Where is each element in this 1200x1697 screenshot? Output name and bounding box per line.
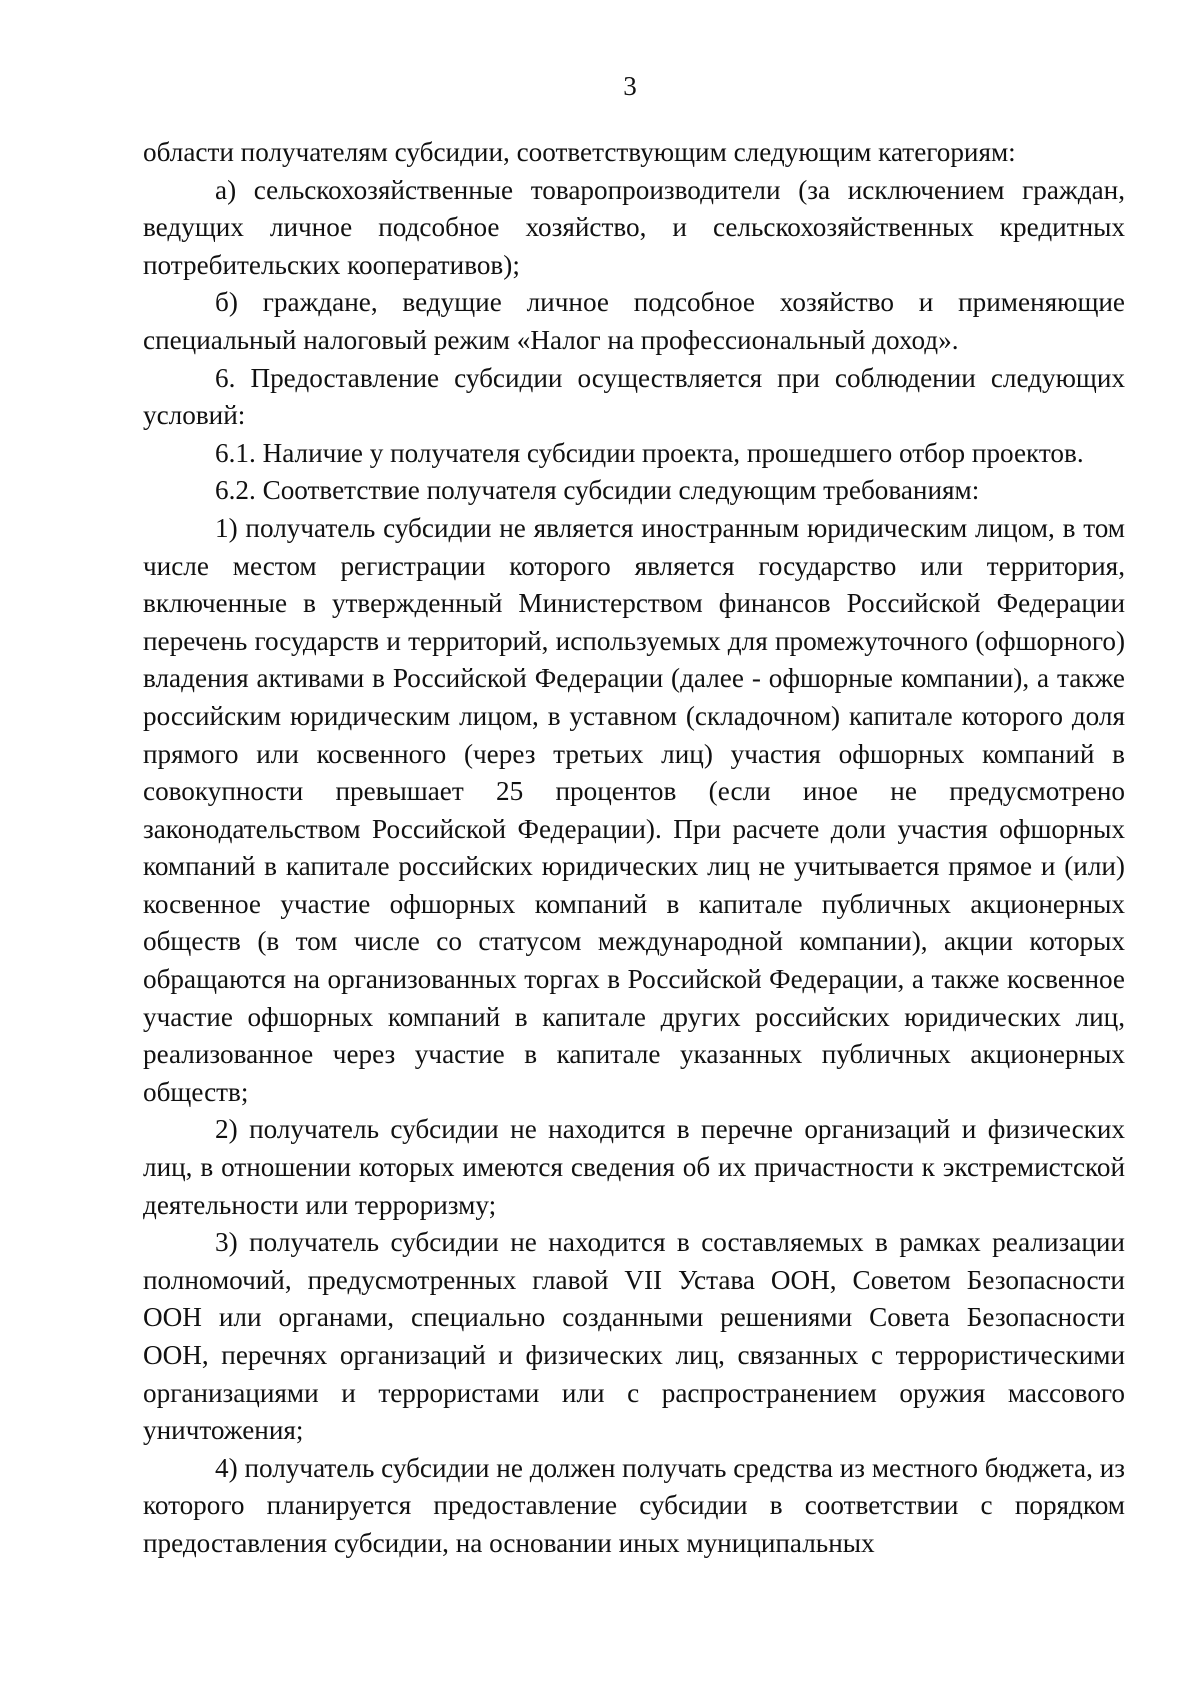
- paragraph-clause-6: 6. Предоставление субсидии осуществляется при соблюдении следующих условий:: [143, 362, 1125, 431]
- paragraph-clause-6-2: 6.2. Соответствие получателя субсидии следующим требованиям:: [215, 475, 980, 506]
- paragraph-continuation: области получателям субсидии, соответствующим следующим категориям:: [143, 137, 1016, 167]
- paragraph-requirement-2: 2) получатель субсидии не находится в перечне организаций и физических лиц, в отношении которых имеются сведения об их причастности к экстремистской деятельности или терроризму;: [143, 1114, 1125, 1220]
- paragraph-requirement-4: 4) получатель субсидии не должен получать средства из местного бюджета, из которого планируется предоставление субсидии в соответствии с порядком предоставления субсидии, на основании иных муниципальных: [143, 1452, 1125, 1558]
- paragraph-item-b: б) граждане, ведущие личное подсобное хозяйство и применяющие специальный налоговый режим «Налог на профессиональный доход».: [143, 287, 1125, 355]
- page-number: 3: [623, 71, 637, 101]
- paragraph-requirement-3: 3) получатель субсидии не находится в составляемых в рамках реализации полномочий, предусмотренных главой VII Устава ООН, Советом Безопасности ООН или органами, специально созданными решениями Совета Безопасности ООН, перечнях организаций и физических лиц, связанных с террористическими организациями и террористами или с распространением оружия массового уничтожения;: [143, 1227, 1125, 1446]
- paragraph-item-a: а) сельскохозяйственные товаропроизводители (за исключением граждан, ведущих личное подсобное хозяйство, и сельскохозяйственных кредитных потребительских кооперативов);: [143, 174, 1125, 280]
- paragraph-requirement-1: 1) получатель субсидии не является иностранным юридическим лицом, в том числе местом регистрации которого является государство или территория, включенные в утвержденный Министерством финансов Российской Федерации перечень государств и территорий, используемых для промежуточного (офшорного) владения активами в Российской Федерации (далее - офшорные компании), а также российским юридическим лицом, в уставном (складочном) капитале которого доля прямого или косвенного (через третьих лиц) участия офшорных компаний в совокупности превышает 25 процентов (если иное не предусмотрено законодательством Российской Федерации). При расчете доли участия офшорных компаний в капитале российских юридических лиц не учитывается прямое и (или) косвенное участие офшорных компаний в капитале публичных акционерных обществ (в том числе со статусом международной компании), акции которых обращаются на организованных торгах в Российской Федерации, а также косвенное участие офшорных компаний в капитале других российских юридических лиц, реализованное через участие в капитале указанных публичных акционерных обществ;: [143, 512, 1125, 1107]
- document-body: [143, 134, 1125, 1563]
- paragraph-clause-6-1: 6.1. Наличие у получателя субсидии проекта, прошедшего отбор проектов.: [215, 437, 1084, 468]
